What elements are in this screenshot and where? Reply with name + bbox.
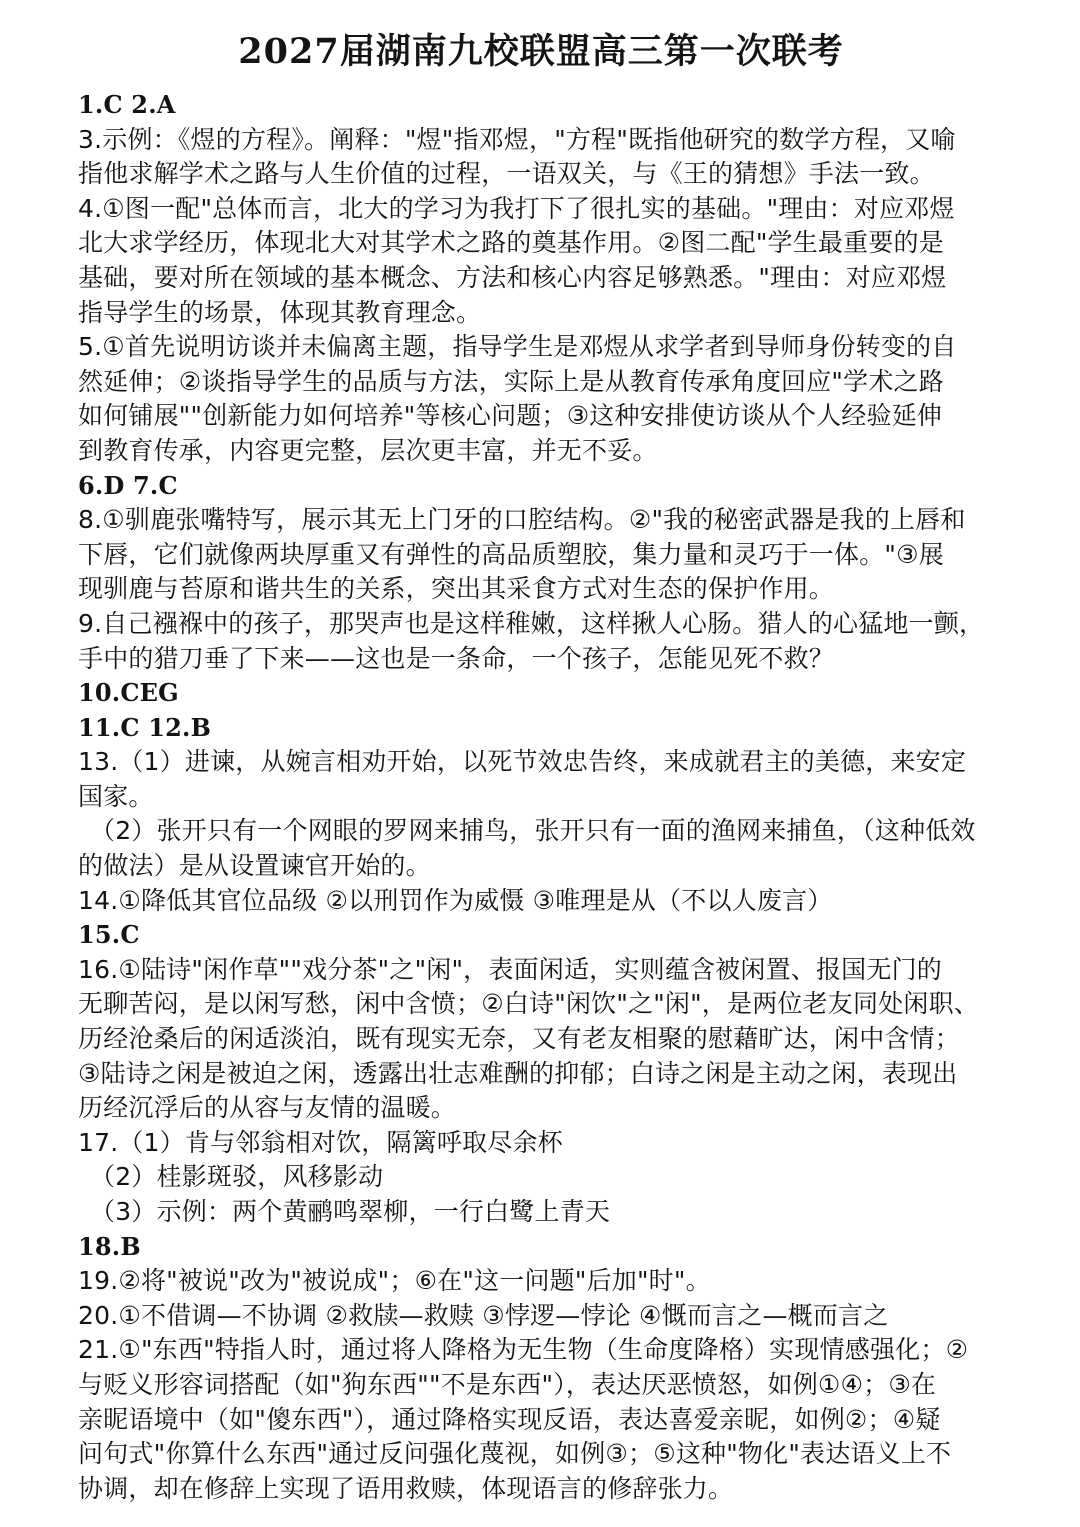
answer-line: 5.①首先说明访谈并未偏离主题，指导学生是邓煜从求学者到导师身份转变的自 xyxy=(78,332,957,362)
answer-line: 11.C 12.B xyxy=(78,712,212,742)
answer-line: 亲昵语境中（如"傻东西"），通过降格实现反语，表达喜爱亲昵，如例②；④疑 xyxy=(78,1404,941,1434)
answer-line: ③陆诗之闲是被迫之闲，透露出壮志难酬的抑郁；白诗之闲是主动之闲，表现出 xyxy=(78,1058,958,1088)
answer-line: 15.C xyxy=(78,920,140,950)
answer-line: 10.CEG xyxy=(78,678,179,708)
answer-line: 历经沉浮后的从容与友情的温暖。 xyxy=(78,1093,457,1123)
answer-line: 指导学生的场景，体现其教育理念。 xyxy=(78,297,482,327)
answer-line: 16.①陆诗"闲作草""戏分茶"之"闲"，表面闲适，实则蕴含被闲置、报国无门的 xyxy=(78,954,942,984)
answer-line: 13.（1）进谏，从婉言相劝开始，以死节效忠告终，来成就君主的美德，来安定 xyxy=(78,747,967,777)
answer-line: 指他求解学术之路与人生价值的过程，一语双关，与《王的猜想》手法一致。 xyxy=(78,159,935,189)
answer-line: 然延伸；②谈指导学生的品质与方法，实际上是从教育传承角度回应"学术之路 xyxy=(78,366,944,396)
answer-line: 历经沧桑后的闲适淡泊，既有现实无奈，又有老友相聚的慰藉旷达，闲中含情； xyxy=(78,1024,961,1054)
answer-line: 下唇，它们就像两块厚重又有弹性的高品质塑胶，集力量和灵巧于一体。"③展 xyxy=(78,539,944,569)
answer-list xyxy=(78,88,1004,1506)
answer-line: 3.示例：《煜的方程》。阐释："煜"指邓煜，"方程"既指他研究的数学方程，又喻 xyxy=(78,124,956,154)
answer-line: （2）张开只有一个网眼的罗网来捕鸟，张开只有一面的渔网来捕鱼，（这种低效 xyxy=(90,816,976,846)
page-title: 2027届湖南九校联盟高三第一次联考 xyxy=(238,31,844,72)
answer-line: 国家。 xyxy=(78,781,154,811)
answer-line: 6.D 7.C xyxy=(78,470,178,500)
answer-line: 手中的猎刀垂了下来——这也是一条命，一个孩子，怎能见死不救？ xyxy=(78,643,835,673)
answer-line: 20.①不借调—不协调 ②救牍—救赎 ③悖逻—悖论 ④慨而言之—概而言之 xyxy=(78,1300,889,1330)
answer-line: 协调，却在修辞上实现了语用救赎，体现语言的修辞张力。 xyxy=(78,1473,734,1503)
answer-line: 北大求学经历，体现北大对其学术之路的奠基作用。②图二配"学生最重要的是 xyxy=(78,228,944,258)
answer-line: 基础，要对所在领域的基本概念、方法和核心内容足够熟悉。"理由：对应邓煜 xyxy=(78,262,947,292)
answer-line: 如何铺展""创新能力如何培养"等核心问题；③这种安排使访谈从个人经验延伸 xyxy=(78,401,943,431)
answer-line: 到教育传承，内容更完整，层次更丰富，并无不妥。 xyxy=(78,435,658,465)
answer-line: （2）桂影斑驳，风移影动 xyxy=(90,1162,384,1192)
answer-line: 21.①"东西"特指人时，通过将人降格为无生物（生命度降格）实现情感强化；② xyxy=(78,1335,969,1365)
answer-line: 现驯鹿与苔原和谐共生的关系，突出其采食方式对生态的保护作用。 xyxy=(78,574,835,604)
answer-line: 14.①降低其官位品级 ②以刑罚作为威慑 ③唯理是从（不以人废言） xyxy=(78,885,833,915)
answer-line: 无聊苦闷，是以闲写愁，闲中含愤；②白诗"闲饮"之"闲"，是两位老友同处闲职、 xyxy=(78,989,980,1019)
answer-line: 1.C 2.A xyxy=(78,90,176,119)
answer-line: 问句式"你算什么东西"通过反问强化蔑视，如例③；⑤这种"物化"表达语义上不 xyxy=(78,1439,952,1469)
answer-line: 4.①图一配"总体而言，北大的学习为我打下了很扎实的基础。"理由：对应邓煜 xyxy=(78,193,955,223)
answer-line: 18.B xyxy=(78,1231,141,1261)
answer-line: 8.①驯鹿张嘴特写，展示其无上门牙的口腔结构。②"我的秘密武器是我的上唇和 xyxy=(78,505,966,535)
answer-line: 19.②将"被说"改为"被说成"；⑥在"这一问题"后加"时"。 xyxy=(78,1266,711,1296)
answer-line: 的做法）是从设置谏官开始的。 xyxy=(78,851,431,881)
answer-line: （3）示例：两个黄鹂鸣翠柳，一行白鹭上青天 xyxy=(90,1197,611,1226)
answer-line: 与贬义形容词搭配（如"狗东西""不是东西"），表达厌恶愤怒，如例①④；③在 xyxy=(78,1369,937,1399)
answer-line: 9.自己襁褓中的孩子，那哭声也是这样稚嫩，这样揪人心肠。猎人的心猛地一颤， xyxy=(78,608,985,638)
answer-line: 17.（1）肯与邻翁相对饮，隔篱呼取尽余杯 xyxy=(78,1127,563,1157)
